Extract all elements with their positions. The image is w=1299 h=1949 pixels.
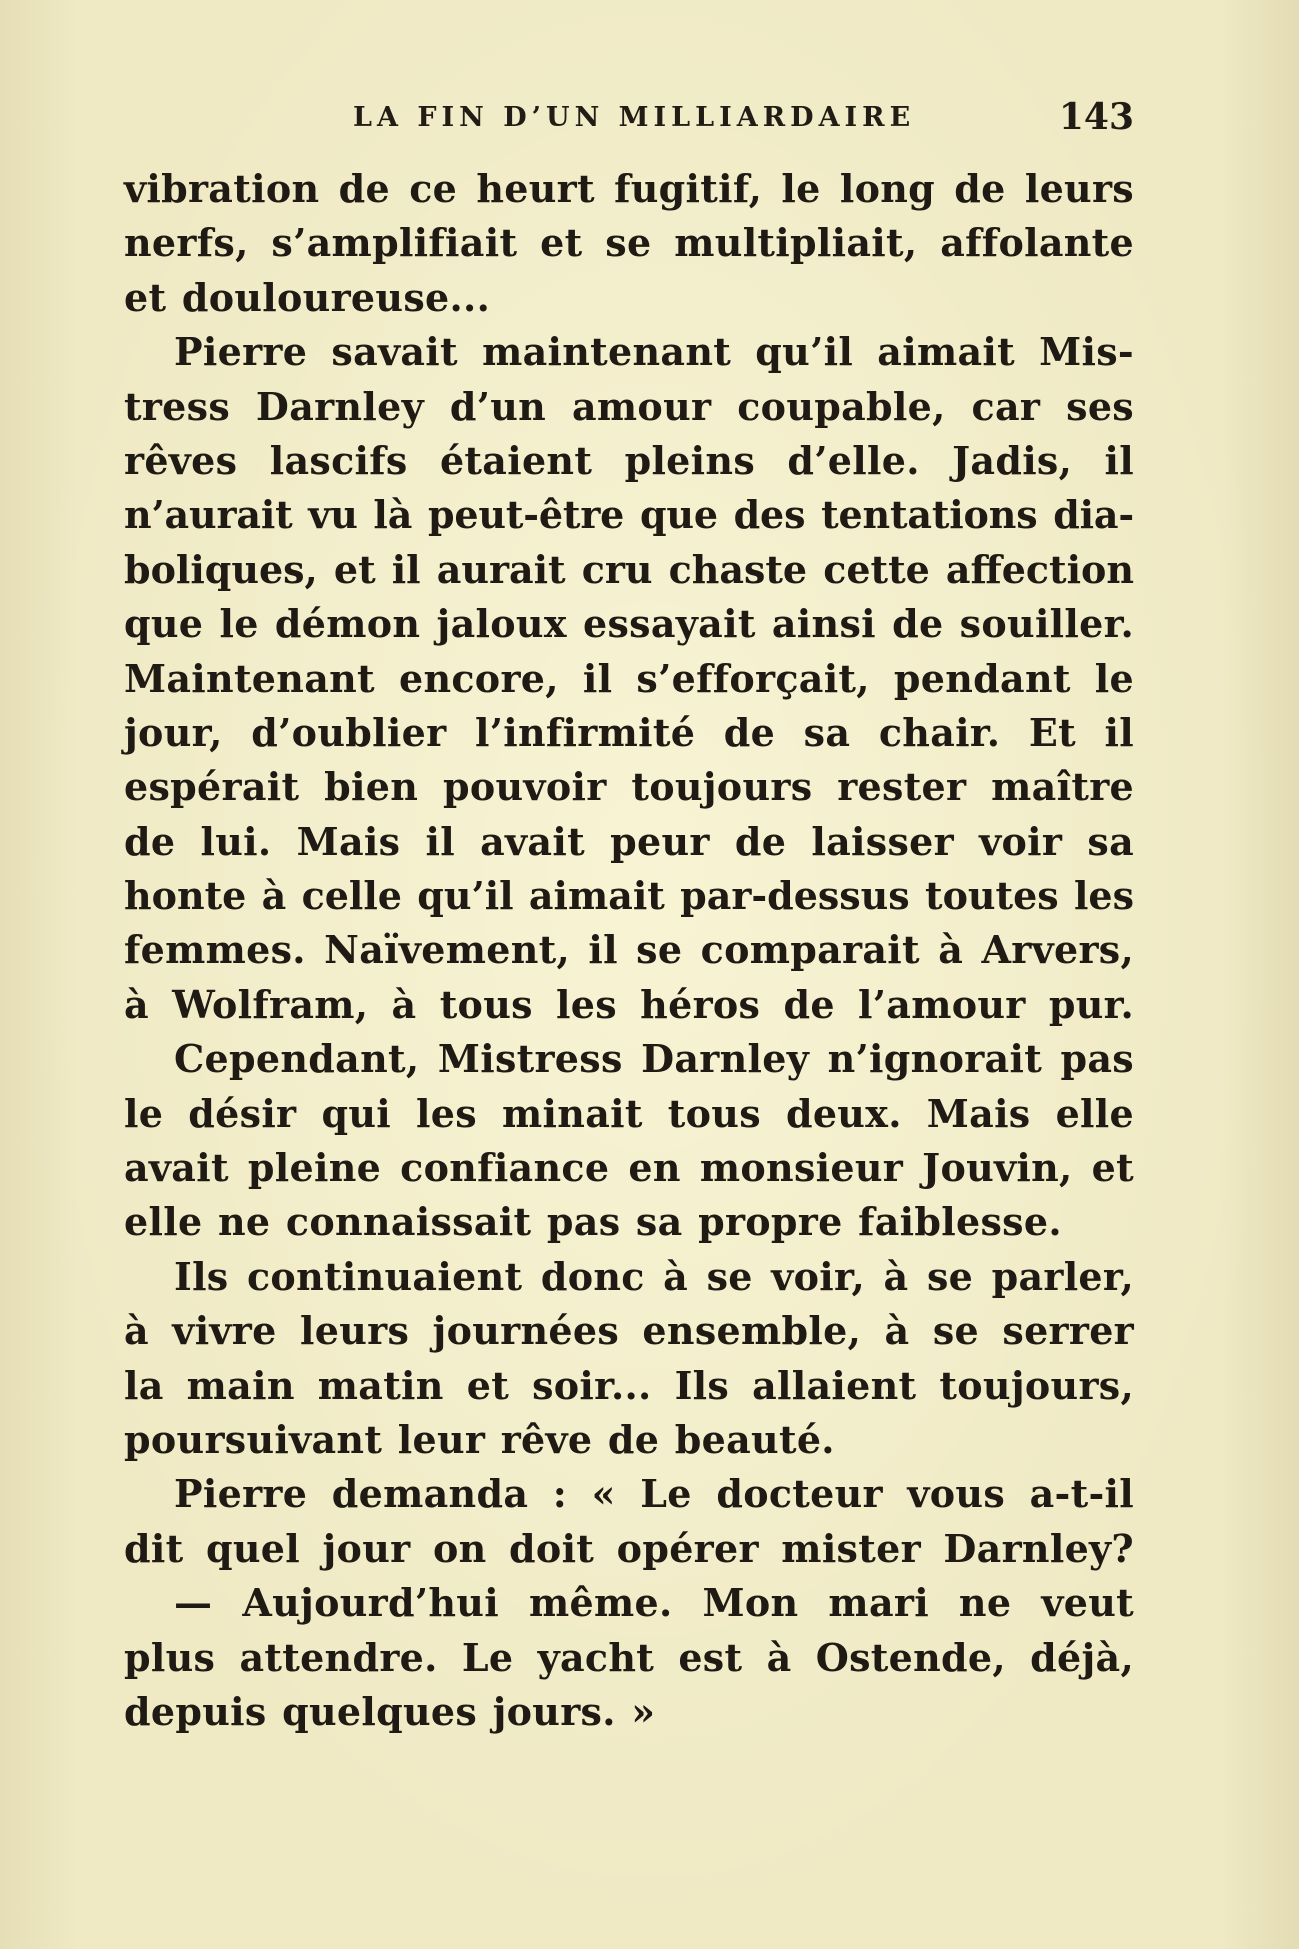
body-text [124,162,1134,1739]
text-line: et douloureuse... [124,274,491,320]
text-line: depuis quelques jours. » [124,1688,656,1734]
text-line: de lui. Mais il avait peur de laisser voir sa [124,818,1134,864]
text-line: elle ne connaissait pas sa propre faiblesse. [124,1199,1062,1245]
text-line: femmes. Naïvement, il se comparait à Arvers, [124,927,1134,973]
text-line: Cependant, Mistress Darnley n’ignorait pas [174,1036,1134,1082]
text-line: jour, d’oublier l’infirmité de sa chair. Et il [124,709,1134,755]
text-line: poursuivant leur rêve de beauté. [124,1416,835,1462]
text-line: le désir qui les minait tous deux. Mais elle [124,1090,1134,1136]
text-line: à Wolfram, à tous les héros de l’amour pur. [124,981,1134,1027]
text-line: avait pleine confiance en monsieur Jouvin, et [124,1145,1134,1191]
text-line: honte à celle qu’il aimait par-dessus toutes les [124,873,1134,919]
text-line: la main matin et soir... Ils allaient toujours, [124,1362,1134,1408]
text-line: dit quel jour on doit opérer mister Darnley? [124,1525,1134,1571]
text-line: rêves lascifs étaient pleins d’elle. Jadis, il [124,437,1134,483]
text-line: n’aurait vu là peut-être que des tentations dia- [124,492,1134,538]
running-head [124,96,1134,146]
text-line: — Aujourd’hui même. Mon mari ne veut [174,1580,1134,1626]
text-line: Pierre savait maintenant qu’il aimait Mis- [174,329,1134,375]
text-line: tress Darnley d’un amour coupable, car ses [124,383,1134,429]
text-line: Maintenant encore, il s’efforçait, pendant le [124,655,1134,701]
running-title: LA FIN D’UN MILLIARDAIRE [353,102,916,133]
text-line: vibration de ce heurt fugitif, le long de leurs [124,166,1134,211]
text-line: Ils continuaient donc à se voir, à se parler, [174,1253,1134,1299]
text-line: nerfs, s’amplifiait et se multipliait, affolante [124,220,1134,266]
text-line: boliques, et il aurait cru chaste cette affection [124,546,1134,592]
text-line: Pierre demanda : « Le docteur vous a-t-il [174,1471,1134,1517]
page-number: 143 [1058,96,1134,138]
text-line: espérait bien pouvoir toujours rester maître [124,764,1134,810]
text-line: que le démon jaloux essayait ainsi de souiller. [124,601,1134,647]
text-line: plus attendre. Le yacht est à Ostende, déjà, [124,1634,1134,1680]
text-line: à vivre leurs journées ensemble, à se serrer [124,1308,1134,1354]
